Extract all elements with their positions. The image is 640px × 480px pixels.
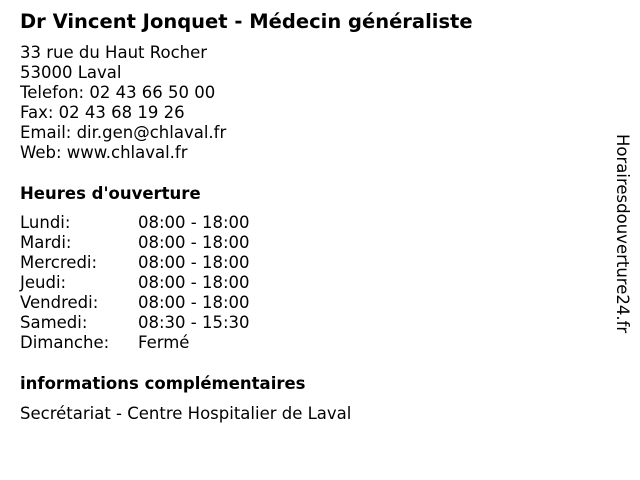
time-range: 08:00 - 18:00 — [138, 273, 250, 292]
page-title: Dr Vincent Jonquet - Médecin généraliste — [20, 10, 473, 33]
phone-number: Telefon: 02 43 66 50 00 — [20, 83, 216, 102]
time-range: 08:00 - 18:00 — [138, 233, 250, 252]
opening-hours-heading: Heures d'ouverture — [20, 184, 201, 203]
email-address: Email: dir.gen@chlaval.fr — [20, 123, 227, 142]
time-range: 08:30 - 15:30 — [138, 313, 250, 332]
day-label: Vendredi: — [20, 293, 99, 312]
vertical-site-watermark — [612, 134, 632, 370]
additional-info-heading: informations complémentaires — [20, 374, 306, 393]
city: 53000 Laval — [20, 63, 122, 82]
address-block — [20, 43, 226, 163]
fax-number: Fax: 02 43 68 19 26 — [20, 103, 185, 122]
day-label: Samedi: — [20, 313, 88, 332]
time-range: Fermé — [138, 333, 190, 352]
day-label: Mardi: — [20, 233, 72, 252]
website: Web: www.chlaval.fr — [20, 143, 188, 162]
day-label: Dimanche: — [20, 333, 110, 352]
site-name-text: Horairesdouverture24.fr — [613, 134, 632, 334]
street-address: 33 rue du Haut Rocher — [20, 43, 208, 62]
time-range: 08:00 - 18:00 — [138, 213, 250, 232]
additional-info-text: Secrétariat - Centre Hospitalier de Laval — [20, 404, 352, 423]
time-range: 08:00 - 18:00 — [138, 293, 250, 312]
day-label: Lundi: — [20, 213, 71, 232]
time-range: 08:00 - 18:00 — [138, 253, 250, 272]
day-label: Jeudi: — [20, 273, 67, 292]
day-label: Mercredi: — [20, 253, 98, 272]
